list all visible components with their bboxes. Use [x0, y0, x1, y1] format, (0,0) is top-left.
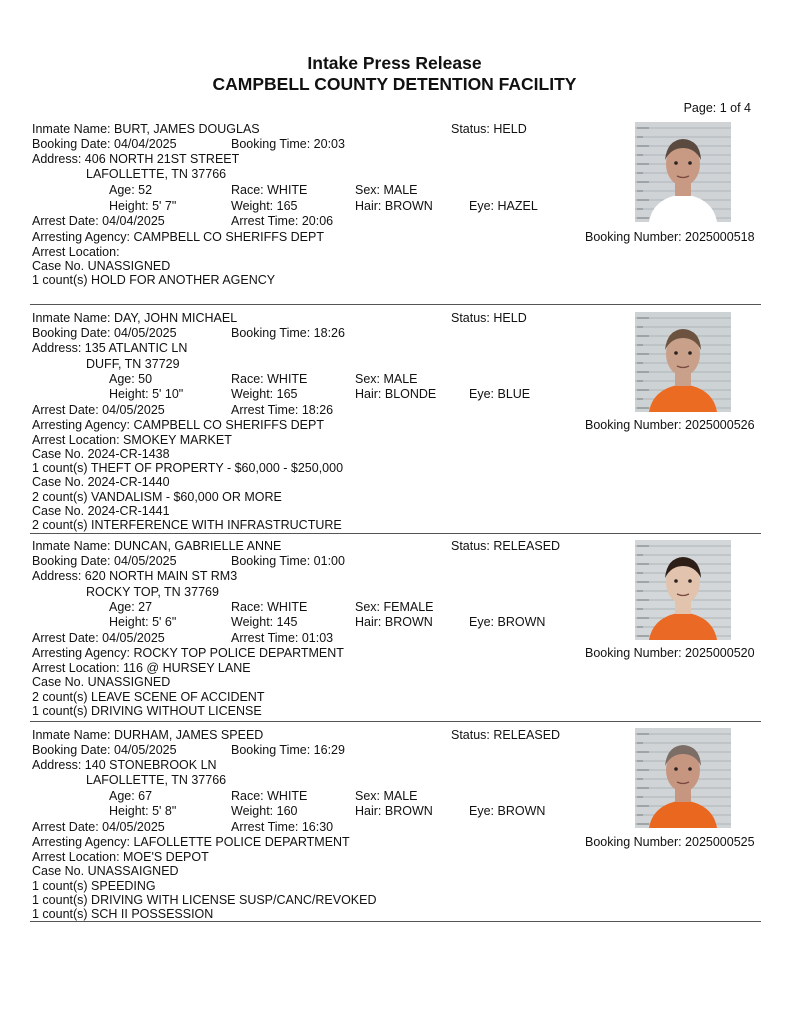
inmate-status: Status: HELD [451, 311, 527, 325]
race: Race: WHITE [231, 372, 308, 386]
mugshot-photo [635, 312, 731, 412]
charge-line: Case No. 2024-CR-1441 [32, 504, 170, 518]
booking-date: Booking Date: 04/05/2025 [32, 554, 177, 568]
mugshot-photo [635, 728, 731, 828]
arrest-time: Arrest Time: 20:06 [231, 214, 334, 228]
race: Race: WHITE [231, 183, 308, 197]
age: Age: 27 [109, 600, 153, 614]
booking-date: Booking Date: 04/05/2025 [32, 326, 177, 340]
arrest-date: Arrest Date: 04/05/2025 [32, 631, 165, 645]
weight: Weight: 165 [231, 199, 298, 213]
booking-time: Booking Time: 01:00 [231, 554, 345, 568]
hair: Hair: BROWN [355, 804, 433, 818]
charge-line: 1 count(s) DRIVING WITHOUT LICENSE [32, 704, 262, 718]
age: Age: 52 [109, 183, 153, 197]
race: Race: WHITE [231, 789, 308, 803]
arrest-location: Arrest Location: MOE'S DEPOT [32, 850, 209, 864]
address-city: LAFOLLETTE, TN 37766 [86, 167, 227, 181]
charge-line: 1 count(s) SPEEDING [32, 879, 156, 893]
inmate-status: Status: HELD [451, 122, 527, 136]
booking-date: Booking Date: 04/04/2025 [32, 137, 177, 151]
hair: Hair: BROWN [355, 615, 433, 629]
eye: Eye: BROWN [469, 804, 546, 818]
weight: Weight: 145 [231, 615, 298, 629]
sex: Sex: MALE [355, 372, 418, 386]
arrest-location: Arrest Location: [32, 245, 120, 259]
page-number: Page: 1 of 4 [683, 101, 751, 115]
arrest-location: Arrest Location: 116 @ HURSEY LANE [32, 661, 251, 675]
height: Height: 5' 6" [109, 615, 177, 629]
arrest-location: Arrest Location: SMOKEY MARKET [32, 433, 232, 447]
eye: Eye: HAZEL [469, 199, 538, 213]
arrest-time: Arrest Time: 16:30 [231, 820, 334, 834]
mugshot-photo [635, 540, 731, 640]
charge-line: 2 count(s) VANDALISM - $60,000 OR MORE [32, 490, 282, 504]
hair: Hair: BROWN [355, 199, 433, 213]
mugshot-image [635, 312, 731, 412]
charge-line: 1 count(s) HOLD FOR ANOTHER AGENCY [32, 273, 276, 287]
eye: Eye: BLUE [469, 387, 531, 401]
sex: Sex: MALE [355, 789, 418, 803]
charge-line: 1 count(s) SCH II POSSESSION [32, 907, 214, 921]
inmate-status: Status: RELEASED [451, 728, 561, 742]
booking-time: Booking Time: 20:03 [231, 137, 345, 151]
record-divider [30, 721, 761, 722]
arrest-date: Arrest Date: 04/05/2025 [32, 403, 165, 417]
address-line: Address: 406 NORTH 21ST STREET [32, 152, 240, 166]
inmate-name: Inmate Name: DAY, JOHN MICHAEL [32, 311, 238, 325]
hair: Hair: BLONDE [355, 387, 437, 401]
charge-line: 1 count(s) THEFT OF PROPERTY - $60,000 - $250,000 [32, 461, 344, 475]
address-city: LAFOLLETTE, TN 37766 [86, 773, 227, 787]
facility-title: CAMPBELL COUNTY DETENTION FACILITY [212, 74, 577, 94]
race: Race: WHITE [231, 600, 308, 614]
charge-line: 2 count(s) INTERFERENCE WITH INFRASTRUCTURE [32, 518, 342, 532]
booking-number: Booking Number: 2025000518 [585, 230, 755, 244]
height: Height: 5' 8" [109, 804, 177, 818]
inmate-name: Inmate Name: BURT, JAMES DOUGLAS [32, 122, 260, 136]
charge-line: Case No. 2024-CR-1438 [32, 447, 170, 461]
mugshot-photo [635, 122, 731, 222]
weight: Weight: 160 [231, 804, 298, 818]
age: Age: 50 [109, 372, 153, 386]
inmate-name: Inmate Name: DURHAM, JAMES SPEED [32, 728, 264, 742]
arresting-agency: Arresting Agency: CAMPBELL CO SHERIFFS DEPT [32, 230, 324, 244]
address-line: Address: 135 ATLANTIC LN [32, 341, 188, 355]
arresting-agency: Arresting Agency: LAFOLLETTE POLICE DEPARTMENT [32, 835, 350, 849]
arresting-agency: Arresting Agency: ROCKY TOP POLICE DEPARTMENT [32, 646, 344, 660]
document-title: Intake Press Release [307, 53, 482, 73]
booking-date: Booking Date: 04/05/2025 [32, 743, 177, 757]
eye: Eye: BROWN [469, 615, 546, 629]
booking-number: Booking Number: 2025000526 [585, 418, 755, 432]
sex: Sex: MALE [355, 183, 418, 197]
booking-time: Booking Time: 16:29 [231, 743, 345, 757]
charge-line: Case No. 2024-CR-1440 [32, 475, 170, 489]
sex: Sex: FEMALE [355, 600, 434, 614]
inmate-name: Inmate Name: DUNCAN, GABRIELLE ANNE [32, 539, 282, 553]
mugshot-image [635, 540, 731, 640]
charge-line: Case No. UNASSAIGNED [32, 864, 179, 878]
height: Height: 5' 7" [109, 199, 177, 213]
record-divider [30, 533, 761, 534]
mugshot-image [635, 122, 731, 222]
charge-line: Case No. UNASSIGNED [32, 259, 171, 273]
weight: Weight: 165 [231, 387, 298, 401]
address-city: DUFF, TN 37729 [86, 357, 180, 371]
inmate-status: Status: RELEASED [451, 539, 561, 553]
charge-line: 2 count(s) LEAVE SCENE OF ACCIDENT [32, 690, 265, 704]
booking-time: Booking Time: 18:26 [231, 326, 345, 340]
address-line: Address: 140 STONEBROOK LN [32, 758, 217, 772]
address-line: Address: 620 NORTH MAIN ST RM3 [32, 569, 238, 583]
booking-number: Booking Number: 2025000525 [585, 835, 755, 849]
arrest-date: Arrest Date: 04/04/2025 [32, 214, 165, 228]
arrest-time: Arrest Time: 01:03 [231, 631, 334, 645]
address-city: ROCKY TOP, TN 37769 [86, 585, 219, 599]
charge-line: Case No. UNASSIGNED [32, 675, 171, 689]
record-divider [30, 921, 761, 922]
charge-line: 1 count(s) DRIVING WITH LICENSE SUSP/CANC/REVOKED [32, 893, 377, 907]
mugshot-image [635, 728, 731, 828]
arrest-time: Arrest Time: 18:26 [231, 403, 334, 417]
booking-number: Booking Number: 2025000520 [585, 646, 755, 660]
arrest-date: Arrest Date: 04/05/2025 [32, 820, 165, 834]
arresting-agency: Arresting Agency: CAMPBELL CO SHERIFFS DEPT [32, 418, 324, 432]
record-divider [30, 304, 761, 305]
age: Age: 67 [109, 789, 153, 803]
height: Height: 5' 10" [109, 387, 184, 401]
